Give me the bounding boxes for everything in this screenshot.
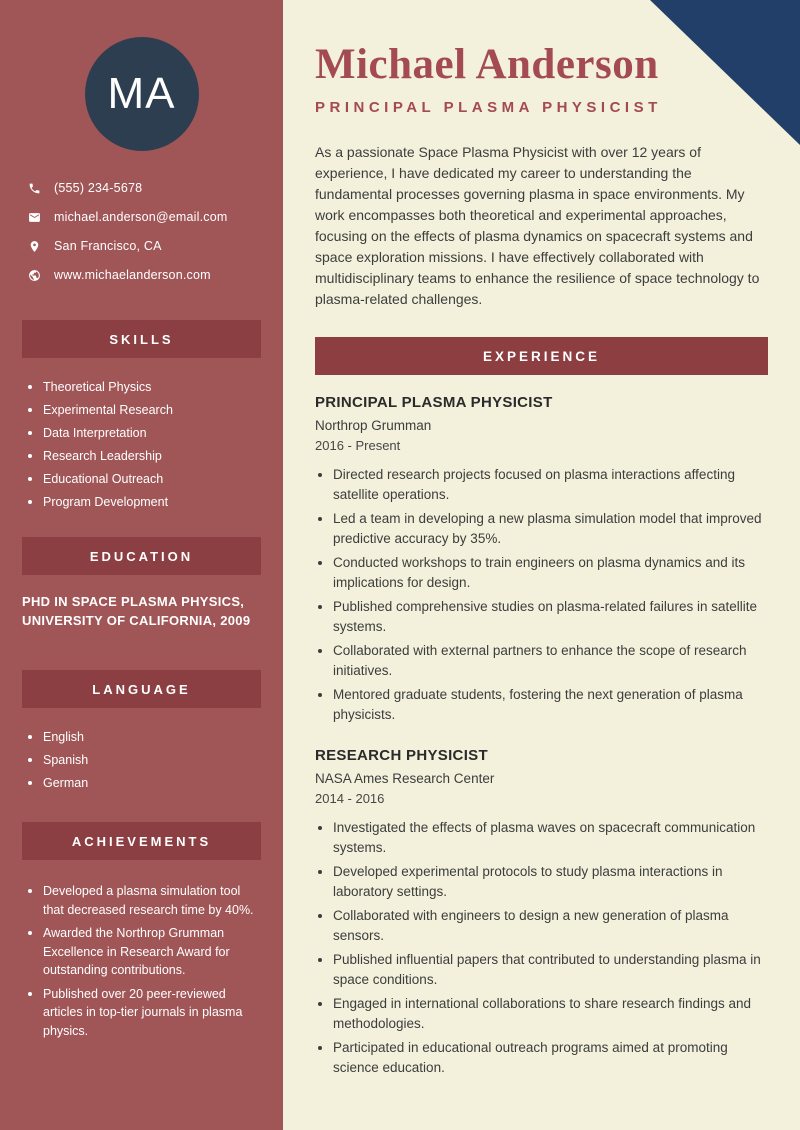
language-title: LANGUAGE <box>92 681 191 697</box>
job-bullet: • Collaborated with engineers to design a new generation of plasma sensors. <box>333 906 768 946</box>
language-section-header <box>22 670 261 708</box>
language-list <box>28 730 261 790</box>
education-degree: PHD IN SPACE PLASMA PHYSICS, UNIVERSITY OF CALIFORNIA, 2009 <box>22 594 251 628</box>
achievements-list <box>28 882 261 1040</box>
skills-list <box>28 380 261 509</box>
education-section-header <box>22 537 261 575</box>
job-bullet: • Participated in educational outreach programs aimed at promoting science education. <box>333 1038 768 1078</box>
job-dates: 2014 - 2016 <box>315 791 385 806</box>
sidebar <box>0 0 283 1130</box>
phone-icon <box>28 182 41 195</box>
language-item: German <box>28 776 261 790</box>
location-icon <box>28 240 41 253</box>
skill-item: Research Leadership <box>28 449 261 463</box>
job-title: PRINCIPAL PLASMA PHYSICIST <box>315 394 553 411</box>
job-bullet-list <box>315 465 768 725</box>
job-bullet: • Directed research projects focused on plasma interactions affecting satellite operations. <box>333 465 768 505</box>
job-entry-research-physicist <box>315 747 768 1078</box>
achievement-item: Awarded the Northrop Grumman Excellence in Research Award for outstanding contributions. <box>28 924 261 980</box>
job-bullet: • Published comprehensive studies on plasma-related failures in satellite systems. <box>333 597 768 637</box>
job-bullet: • Conducted workshops to train engineers on plasma dynamics and its implications for design. <box>333 553 768 593</box>
job-bullet: • Mentored graduate students, fostering the next generation of plasma physicists. <box>333 685 768 725</box>
experience-section-banner <box>315 337 768 375</box>
contact-email <box>28 210 267 224</box>
job-company: Northrop Grumman <box>315 418 432 433</box>
skills-title: SKILLS <box>109 331 174 347</box>
email-icon <box>28 211 41 224</box>
profile-summary: As a passionate Space Plasma Physicist with over 12 years of experience, I have dedicated my career to understanding the fundamental processes governing plasma in space environments. My work encompasses both theoretical and experimental approaches, focusing on the effects of plasma dynamics on spacecraft systems and space exploration missions. I have effectively collaborated with multidisciplinary teams to enhance the resilience of space technology to plasma-related challenges. <box>315 144 760 307</box>
achievement-item: Developed a plasma simulation tool that decreased research time by 40%. <box>28 882 261 919</box>
job-bullet: • Collaborated with external partners to enhance the scope of research initiatives. <box>333 641 768 681</box>
skill-item: Experimental Research <box>28 403 261 417</box>
person-job-title: PRINCIPAL PLASMA PHYSICIST <box>315 99 662 116</box>
avatar-initials: MA <box>107 69 176 118</box>
main-content <box>283 0 800 1130</box>
contact-website <box>28 268 267 282</box>
achievements-title: ACHIEVEMENTS <box>71 833 212 849</box>
job-bullet: • Developed experimental protocols to study plasma interactions in laboratory settings. <box>333 862 768 902</box>
job-entry-principal-plasma-physicist <box>315 394 768 725</box>
job-dates: 2016 - Present <box>315 438 401 453</box>
person-name: Michael Anderson <box>315 41 659 88</box>
language-item: English <box>28 730 261 744</box>
contact-list <box>0 181 283 282</box>
job-bullet: • Investigated the effects of plasma waves on spacecraft communication systems. <box>333 818 768 858</box>
education-title: EDUCATION <box>89 548 194 564</box>
avatar <box>85 37 199 151</box>
job-title: RESEARCH PHYSICIST <box>315 747 488 764</box>
skill-item: Program Development <box>28 495 261 509</box>
skill-item: Data Interpretation <box>28 426 261 440</box>
job-bullet: • Led a team in developing a new plasma simulation model that improved predictive accuracy by 35%. <box>333 509 768 549</box>
phone-number: (555) 234-5678 <box>54 181 143 195</box>
job-bullet: • Engaged in international collaborations to share research findings and methodologies. <box>333 994 768 1034</box>
experience-banner-label: EXPERIENCE <box>482 348 601 364</box>
globe-icon <box>28 269 41 282</box>
achievement-item: Published over 20 peer-reviewed articles in top-tier journals in plasma physics. <box>28 985 261 1041</box>
achievements-section-header <box>22 822 261 860</box>
job-bullet: • Published influential papers that contributed to understanding plasma in space conditions. <box>333 950 768 990</box>
language-item: Spanish <box>28 753 261 767</box>
contact-phone <box>28 181 267 195</box>
location-text: San Francisco, CA <box>54 239 162 253</box>
skill-item: Theoretical Physics <box>28 380 261 394</box>
skills-section-header <box>22 320 261 358</box>
job-company: NASA Ames Research Center <box>315 771 495 786</box>
email-address: michael.anderson@email.com <box>54 210 228 224</box>
contact-location <box>28 239 267 253</box>
skill-item: Educational Outreach <box>28 472 261 486</box>
website-url: www.michaelanderson.com <box>54 268 211 282</box>
job-bullet-list <box>315 818 768 1078</box>
